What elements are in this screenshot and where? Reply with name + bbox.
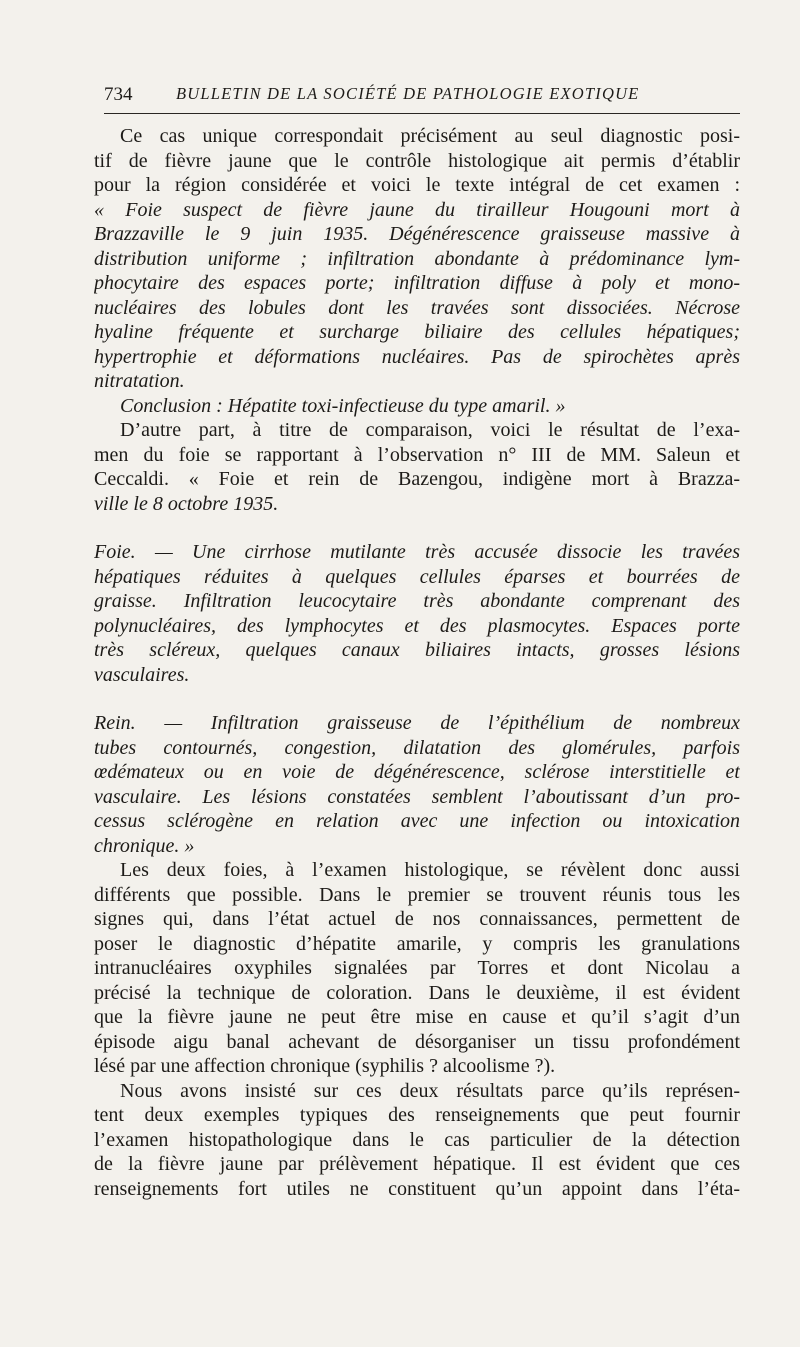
text-line: signes qui, dans l’état actuel de nos connaissances, permettent de bbox=[94, 908, 740, 930]
text-line: Brazzaville le 9 juin 1935. Dégénérescence graisseuse massive à bbox=[94, 223, 740, 245]
text-line: vasculaires. bbox=[94, 663, 190, 686]
text-line: différents que possible. Dans le premier se trouvent réunis tous les bbox=[94, 883, 740, 906]
text-line: intranucléaires oxyphiles signalées par Torres et dont Nicolau a bbox=[94, 957, 740, 979]
text-line: Rein. — Infiltration graisseuse de l’épithélium de nombreux bbox=[94, 712, 740, 734]
text-line: renseignements fort utiles ne constituent qu’un appoint dans l’éta- bbox=[94, 1177, 740, 1200]
text-line: Les deux foies, à l’examen histologique, se révèlent donc aussi bbox=[120, 859, 740, 881]
running-header bbox=[104, 84, 740, 108]
page-number: 734 bbox=[104, 84, 133, 105]
text-line: ville le 8 octobre 1935. bbox=[94, 492, 279, 515]
text-line: épisode aigu banal achevant de désorganiser un tissu profondément bbox=[94, 1030, 740, 1053]
paragraph-gap bbox=[94, 516, 740, 540]
text-line: polynucléaires, des lymphocytes et des plasmocytes. Espaces porte bbox=[94, 614, 740, 637]
text-line: œdémateux ou en voie de dégénérescence, sclérose interstitielle et bbox=[94, 761, 740, 783]
text-line: tif de fièvre jaune que le contrôle histologique ait permis d’établir bbox=[94, 149, 740, 172]
text-line: chronique. » bbox=[94, 834, 195, 857]
text-line: très scléreux, quelques canaux biliaires intacts, grosses lésions bbox=[94, 639, 740, 661]
text-line: nitratation. bbox=[94, 370, 185, 392]
text-line: distribution uniforme ; infiltration abondante à prédominance lym- bbox=[94, 247, 740, 270]
text-line: cessus sclérogène en relation avec une infection ou intoxication bbox=[94, 810, 740, 832]
text-line: hypertrophie et déformations nucléaires. Pas de spirochètes après bbox=[94, 345, 740, 368]
text-line: D’autre part, à titre de comparaison, voici le résultat de l’exa- bbox=[120, 419, 740, 441]
text-line: men du foie se rapportant à l’observation n° III de MM. Saleun et bbox=[94, 443, 740, 466]
text-line: poser le diagnostic d’hépatite amarile, y compris les granulations bbox=[94, 932, 740, 955]
text-line: précisé la technique de coloration. Dans le deuxième, il est évident bbox=[94, 981, 740, 1004]
text-line: pour la région considérée et voici le texte intégral de cet examen : bbox=[94, 174, 740, 196]
text-line: vasculaire. Les lésions constatées semblent l’aboutissant d’un pro- bbox=[94, 785, 740, 808]
text-line: Ceccaldi. « Foie et rein de Bazengou, indigène mort à Brazza- bbox=[94, 468, 740, 490]
text-line: que la fièvre jaune ne peut être mise en cause et qu’il s’agit d’un bbox=[94, 1006, 740, 1028]
running-title: BULLETIN DE LA SOCIÉTÉ DE PATHOLOGIE EXOTIQUE bbox=[176, 84, 640, 103]
text-line: Conclusion : Hépatite toxi-infectieuse du type amaril. » bbox=[120, 394, 566, 417]
article-body bbox=[94, 124, 740, 1201]
text-line: de la fièvre jaune par prélèvement hépatique. Il est évident que ces bbox=[94, 1153, 740, 1175]
text-line: hyaline fréquente et surcharge biliaire des cellules hépatiques; bbox=[94, 321, 740, 343]
text-line: graisse. Infiltration leucocytaire très abondante comprenant des bbox=[94, 590, 740, 612]
text-line: lésé par une affection chronique (syphilis ? alcoolisme ?). bbox=[94, 1055, 556, 1077]
text-line: hépatiques réduites à quelques cellules éparses et bourrées de bbox=[94, 565, 740, 588]
text-line: tent deux exemples typiques des renseignements que peut fournir bbox=[94, 1104, 740, 1126]
text-line: nucléaires des lobules dont les travées sont dissociées. Nécrose bbox=[94, 296, 740, 319]
text-line: Ce cas unique correspondait précisément au seul diagnostic posi- bbox=[120, 125, 740, 147]
text-line: l’examen histopathologique dans le cas particulier de la détection bbox=[94, 1128, 740, 1151]
header-rule bbox=[104, 113, 740, 114]
text-line: « Foie suspect de fièvre jaune du tirailleur Hougouni mort à bbox=[94, 198, 740, 221]
text-line: phocytaire des espaces porte; infiltration diffuse à poly et mono- bbox=[94, 272, 740, 294]
paragraph-gap bbox=[94, 687, 740, 711]
text-line: Nous avons insisté sur ces deux résultats parce qu’ils représen- bbox=[120, 1079, 740, 1102]
text-line: tubes contournés, congestion, dilatation des glomérules, parfois bbox=[94, 736, 740, 759]
text-line: Foie. — Une cirrhose mutilante très accusée dissocie les travées bbox=[94, 541, 740, 563]
